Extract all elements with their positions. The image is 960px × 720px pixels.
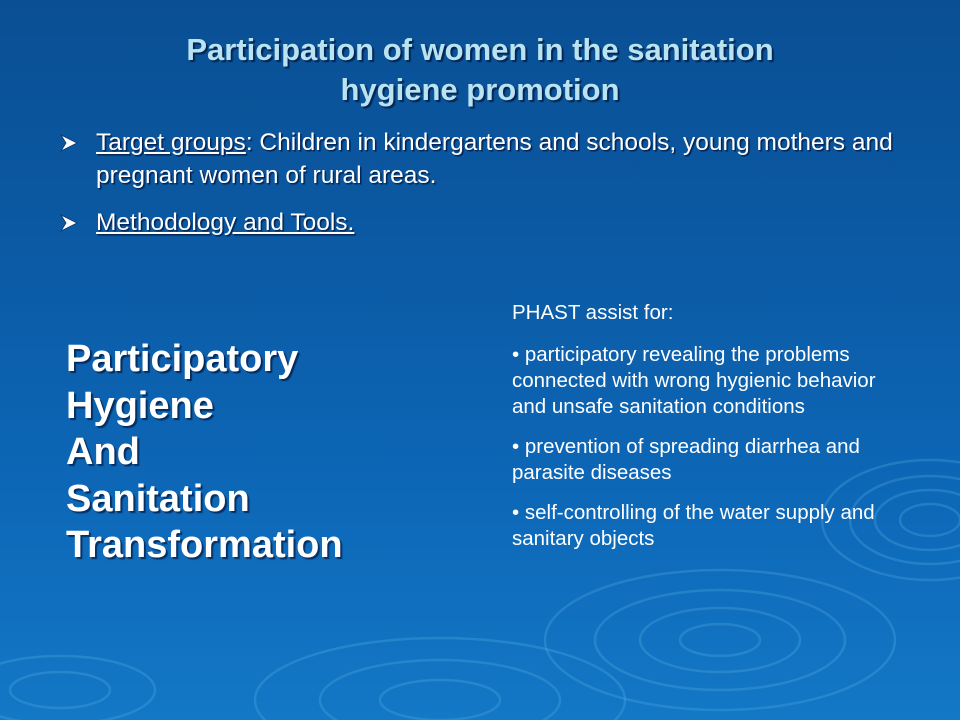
phast-acronym-expansion	[66, 336, 343, 569]
arrow-bullet-icon	[60, 134, 78, 152]
slide-title-line-2: hygiene promotion	[340, 72, 620, 107]
phast-assist-box	[512, 300, 912, 566]
phast-assist-item: • participatory revealing the problems connected with wrong hygienic behavior and unsafe sanitation conditions	[512, 343, 876, 418]
slide-title-line-1: Participation of women in the sanitation	[186, 32, 774, 67]
phast-word-sanitation: Sanitation	[66, 477, 250, 520]
bullet-target-groups	[60, 126, 900, 192]
bullet-label-target-groups: Target groups	[96, 129, 246, 156]
phast-assist-item: • prevention of spreading diarrhea and parasite diseases	[512, 435, 860, 484]
bullet-label-methodology: Methodology and Tools.	[96, 209, 355, 236]
phast-assist-item: • self-controlling of the water supply and sanitary objects	[512, 501, 875, 550]
phast-word-and: And	[66, 431, 140, 473]
phast-word-transformation: Transformation	[66, 524, 343, 566]
bullet-list	[60, 126, 900, 253]
bullet-methodology	[60, 206, 900, 239]
bullet-text-target-groups: : Children in kindergartens and schools, young mothers and pregnant women of rural areas.	[96, 129, 893, 189]
phast-word-participatory: Participatory	[66, 338, 299, 380]
slide-title	[60, 30, 900, 110]
phast-assist-heading: PHAST assist for:	[512, 301, 674, 324]
phast-word-hygiene: Hygiene	[66, 384, 214, 427]
arrow-bullet-icon	[60, 214, 78, 232]
